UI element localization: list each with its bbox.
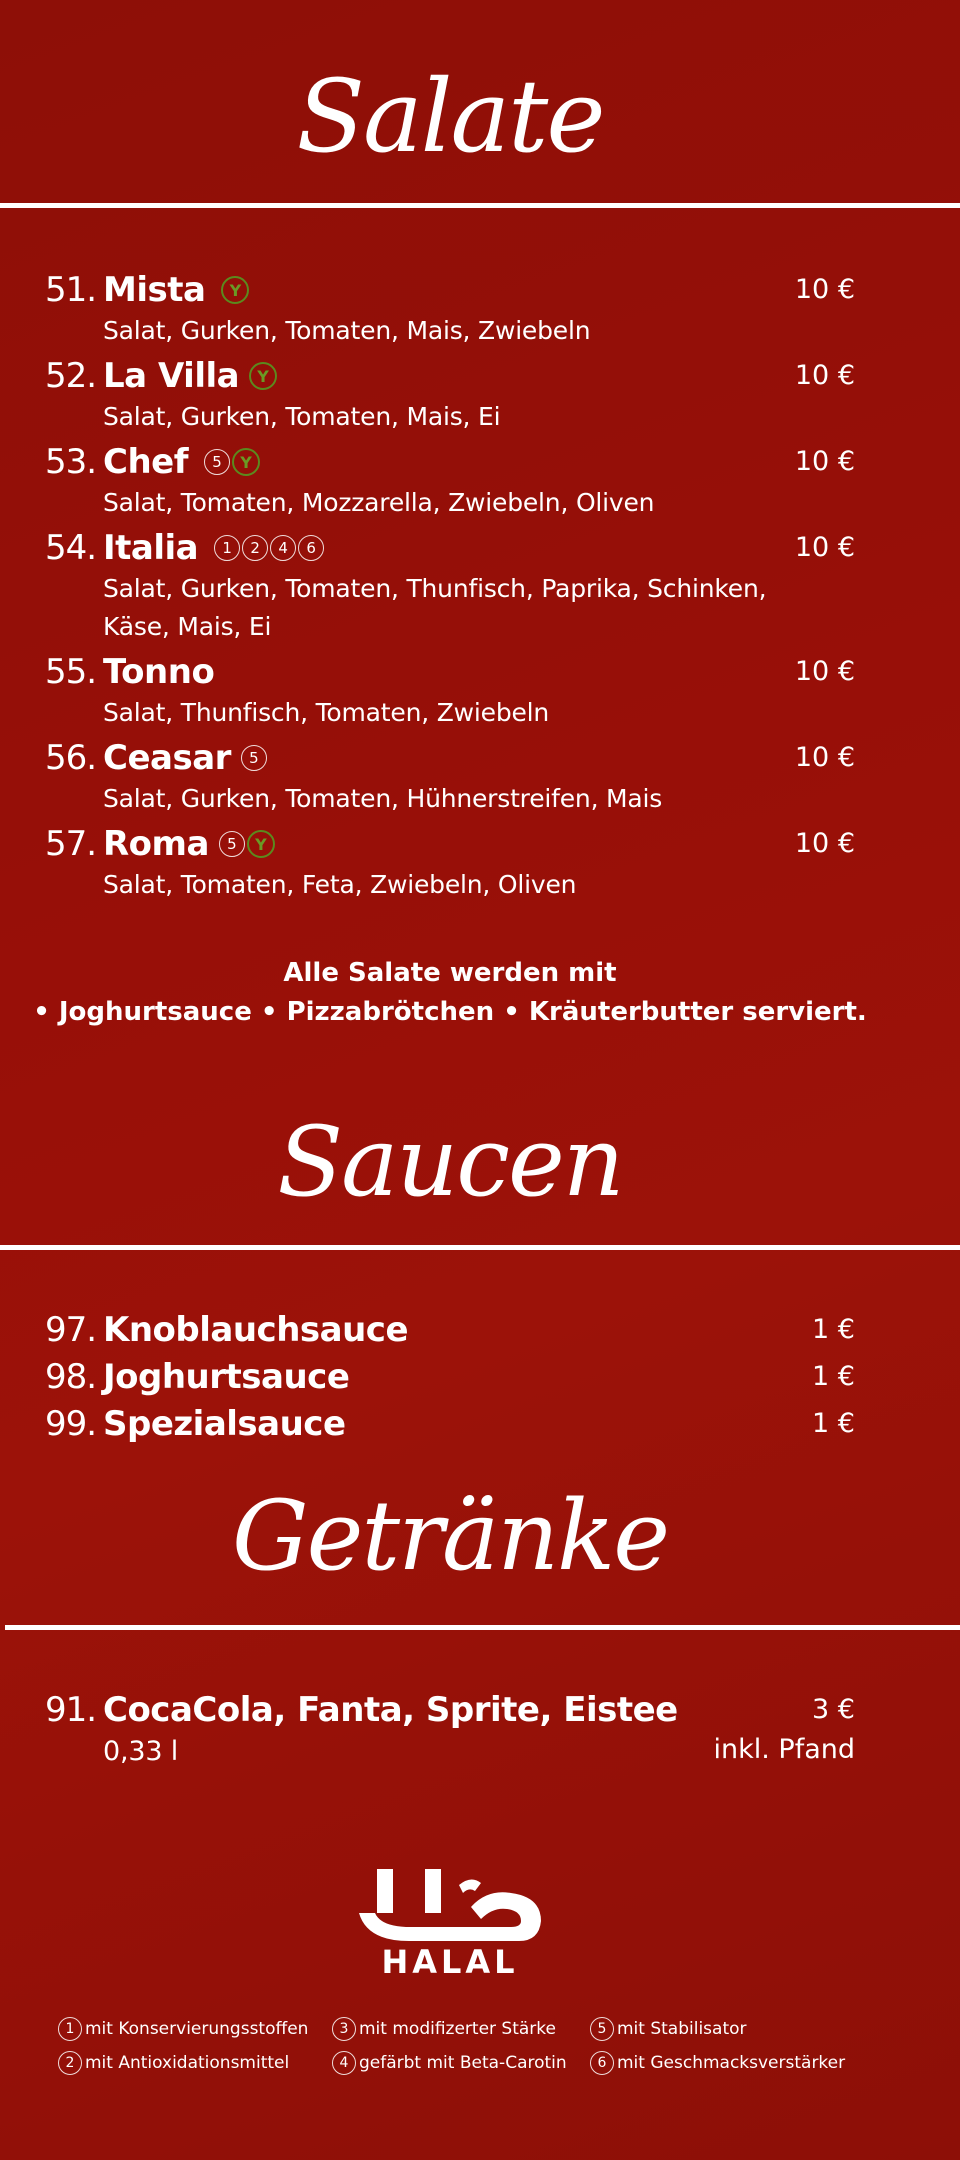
item-price: 1 € — [812, 1408, 855, 1439]
additive-5-icon: 5 — [204, 449, 230, 475]
item-name: Mista — [103, 270, 206, 310]
item-description: Salat, Gurken, Tomaten, Mais, Ei — [103, 402, 501, 431]
item-price: 10 € — [794, 446, 855, 477]
item-description: Salat, Tomaten, Feta, Zwiebeln, Oliven — [103, 870, 577, 899]
legend-item-5 — [590, 2017, 747, 2041]
item-number: 53. — [45, 442, 97, 482]
item-description: Salat, Tomaten, Mozzarella, Zwiebeln, Oliven — [103, 488, 655, 517]
item-number: 97. — [45, 1310, 97, 1350]
item-name: Italia — [103, 528, 199, 568]
item-number: 55. — [45, 652, 97, 692]
menu-item-53 — [45, 440, 855, 522]
legend-text: mit Antioxidationsmittel — [85, 2053, 290, 2073]
item-description: Salat, Gurken, Tomaten, Mais, Zwiebeln — [103, 316, 591, 345]
item-number: 99. — [45, 1404, 97, 1444]
item-price: 1 € — [812, 1361, 855, 1392]
getraenke-title: Getränke — [231, 1480, 668, 1592]
halal-logo — [345, 1855, 555, 1981]
additive-5-icon: 5 — [241, 745, 267, 771]
additive-2-icon: 2 — [58, 2051, 82, 2075]
additive-2-icon: 2 — [242, 535, 268, 561]
item-volume: 0,33 l — [103, 1736, 179, 1767]
item-number: 57. — [45, 824, 97, 864]
saucen-list — [45, 1308, 855, 1449]
menu-item-56 — [45, 736, 855, 818]
menu-item-91 — [45, 1688, 855, 1772]
item-name: Joghurtsauce — [103, 1357, 350, 1397]
item-price: 10 € — [794, 274, 855, 305]
item-price: 10 € — [794, 656, 855, 687]
legend-item-2 — [58, 2051, 289, 2075]
vegetarian-leaf-icon: Y — [232, 448, 260, 476]
additive-5-icon: 5 — [219, 831, 245, 857]
legend-text: gefärbt mit Beta-Carotin — [359, 2053, 567, 2073]
vegetarian-leaf-icon: Y — [221, 276, 249, 304]
getraenke-list — [45, 1688, 855, 1772]
item-number: 56. — [45, 738, 97, 778]
salad-note — [0, 954, 900, 1032]
saucen-title: Saucen — [277, 1106, 623, 1218]
additive-6-icon: 6 — [590, 2051, 614, 2075]
item-price: 3 € — [812, 1694, 855, 1725]
menu-item-99 — [45, 1402, 855, 1449]
salate-title: Salate — [296, 58, 604, 175]
salad-note-line1: Alle Salate werden mit — [283, 958, 617, 988]
legend-text: mit Stabilisator — [617, 2019, 747, 2039]
additive-5-icon: 5 — [590, 2017, 614, 2041]
item-price: 10 € — [794, 360, 855, 391]
item-name: Tonno — [103, 652, 215, 692]
legend-item-3 — [332, 2017, 556, 2041]
item-name: Spezialsauce — [103, 1404, 346, 1444]
salad-note-line2: • Joghurtsauce • Pizzabrötchen • Kräuterbutter serviert. — [33, 997, 867, 1027]
item-name: Roma — [103, 824, 209, 864]
item-description: Salat, Gurken, Tomaten, Hühnerstreifen, Mais — [103, 784, 663, 813]
halal-label: HALAL — [381, 1943, 519, 1981]
item-name: Chef — [103, 442, 189, 482]
getraenke-divider — [5, 1625, 960, 1630]
item-price: 10 € — [794, 742, 855, 773]
item-name: CocaCola, Fanta, Sprite, Eistee — [103, 1690, 678, 1730]
legend-item-1 — [58, 2017, 308, 2041]
legend-text: mit modifizerter Stärke — [359, 2019, 556, 2039]
menu-item-97 — [45, 1308, 855, 1355]
additive-4-icon: 4 — [332, 2051, 356, 2075]
menu-item-55 — [45, 650, 855, 732]
menu-item-57 — [45, 822, 855, 904]
item-description: Salat, Gurken, Tomaten, Thunfisch, Paprika, Schinken, — [103, 574, 767, 603]
additive-1-icon: 1 — [58, 2017, 82, 2041]
item-name: Ceasar — [103, 738, 231, 778]
additive-4-icon: 4 — [270, 535, 296, 561]
item-price: 1 € — [812, 1314, 855, 1345]
halal-arabic-icon — [355, 1855, 545, 1947]
item-number: 54. — [45, 528, 97, 568]
item-number: 98. — [45, 1357, 97, 1397]
menu-item-51 — [45, 268, 855, 350]
legend-text: mit Konservierungsstoffen — [85, 2019, 309, 2039]
item-name: Knoblauchsauce — [103, 1310, 409, 1350]
item-name: La Villa — [103, 356, 240, 396]
item-number: 51. — [45, 270, 97, 310]
vegetarian-leaf-icon: Y — [249, 362, 277, 390]
menu-item-54 — [45, 526, 855, 646]
salate-list — [45, 268, 855, 904]
item-number: 52. — [45, 356, 97, 396]
legend-text: mit Geschmacksverstärker — [617, 2053, 846, 2073]
vegetarian-leaf-icon: Y — [247, 830, 275, 858]
item-price: 10 € — [794, 828, 855, 859]
item-deposit: inkl. Pfand — [713, 1734, 855, 1765]
menu-item-52 — [45, 354, 855, 436]
item-price: 10 € — [794, 532, 855, 563]
item-description: Salat, Thunfisch, Tomaten, Zwiebeln — [103, 698, 550, 727]
item-number: 91. — [45, 1690, 97, 1730]
additive-6-icon: 6 — [298, 535, 324, 561]
item-description-continued: Käse, Mais, Ei — [103, 612, 272, 641]
additive-3-icon: 3 — [332, 2017, 356, 2041]
saucen-divider — [0, 1245, 960, 1250]
menu-item-98 — [45, 1355, 855, 1402]
additive-1-icon: 1 — [214, 535, 240, 561]
legend-item-4 — [332, 2051, 567, 2075]
legend-item-6 — [590, 2051, 845, 2075]
salate-divider — [0, 203, 960, 208]
